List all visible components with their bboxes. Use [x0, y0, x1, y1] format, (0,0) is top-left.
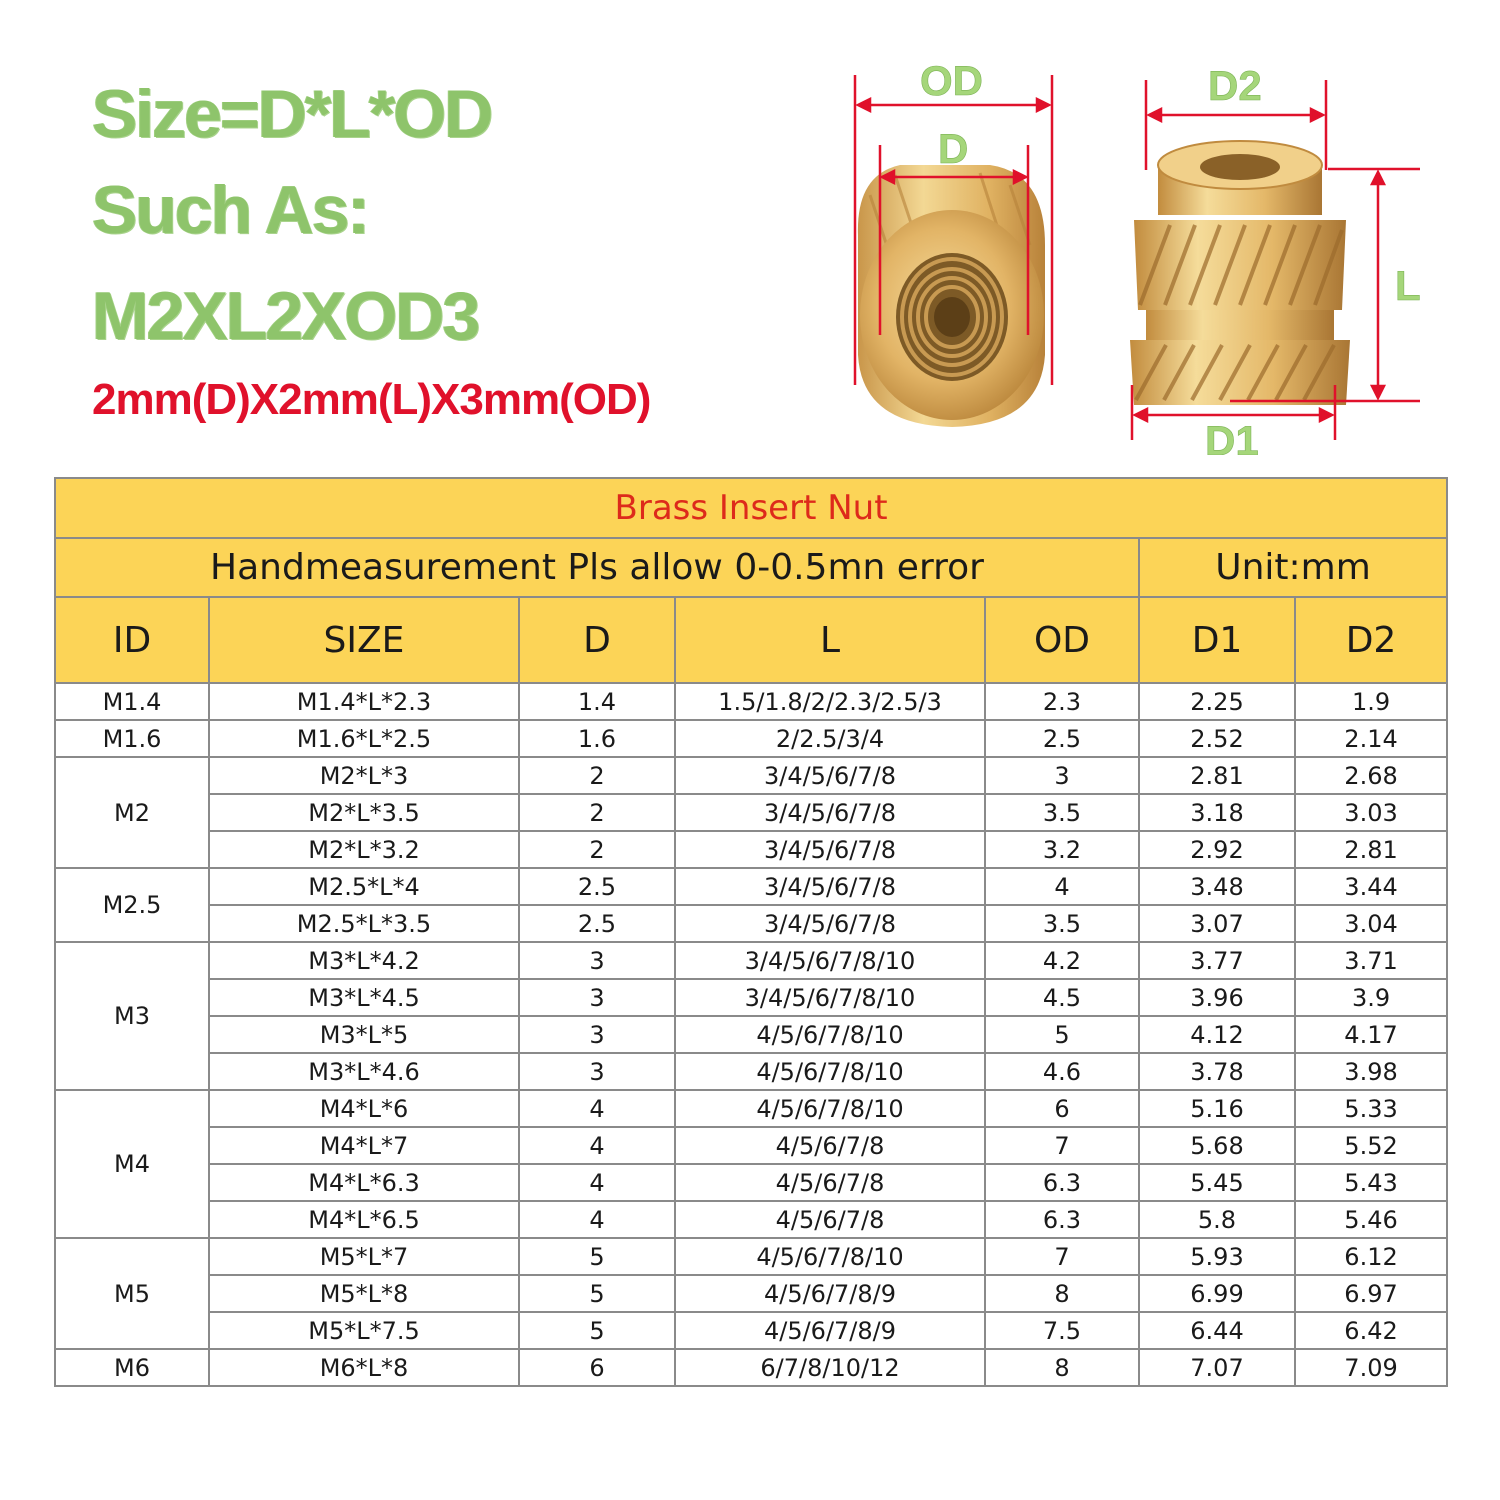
insert-front-view-image — [840, 55, 1070, 435]
header-d1: D1 — [1139, 597, 1295, 683]
table-row — [55, 1312, 1447, 1349]
d1-cell: 3.07 — [1139, 905, 1295, 942]
example-model-heading: M2XL2XOD3 — [92, 278, 479, 354]
d2-cell: 3.9 — [1295, 979, 1447, 1016]
l-cell: 3/4/5/6/7/8/10 — [675, 979, 985, 1016]
d2-cell: 5.46 — [1295, 1201, 1447, 1238]
middle-groove — [1146, 310, 1334, 340]
table-row — [55, 1016, 1447, 1053]
table-row — [55, 1275, 1447, 1312]
od-cell: 7 — [985, 1127, 1139, 1164]
d-cell: 1.6 — [519, 720, 675, 757]
id-cell: M3 — [55, 942, 209, 1090]
insert-side-view-image — [1120, 55, 1440, 455]
d1-cell: 4.12 — [1139, 1016, 1295, 1053]
d2-cell: 1.9 — [1295, 683, 1447, 720]
size-cell: M4*L*6.3 — [209, 1164, 519, 1201]
d-cell: 4 — [519, 1090, 675, 1127]
size-cell: M2*L*3 — [209, 757, 519, 794]
size-cell: M2.5*L*4 — [209, 868, 519, 905]
table-title: Brass Insert Nut — [55, 478, 1447, 538]
id-cell: M2.5 — [55, 868, 209, 942]
header-row — [55, 597, 1447, 683]
od-cell: 6.3 — [985, 1201, 1139, 1238]
d-cell: 4 — [519, 1201, 675, 1238]
l-cell: 4/5/6/7/8/9 — [675, 1312, 985, 1349]
d2-cell: 6.12 — [1295, 1238, 1447, 1275]
size-cell: M4*L*6.5 — [209, 1201, 519, 1238]
od-cell: 3 — [985, 757, 1139, 794]
table-row — [55, 831, 1447, 868]
d2-cell: 6.42 — [1295, 1312, 1447, 1349]
d1-cell: 5.8 — [1139, 1201, 1295, 1238]
od-cell: 6.3 — [985, 1164, 1139, 1201]
table-row — [55, 905, 1447, 942]
d1-cell: 3.77 — [1139, 942, 1295, 979]
size-cell: M1.6*L*2.5 — [209, 720, 519, 757]
measurement-note: Handmeasurement Pls allow 0-0.5mn error — [55, 538, 1139, 597]
d-cell: 3 — [519, 1016, 675, 1053]
od-cell: 4.2 — [985, 942, 1139, 979]
l-cell: 4/5/6/7/8/10 — [675, 1016, 985, 1053]
l-cell: 3/4/5/6/7/8 — [675, 905, 985, 942]
l-cell: 3/4/5/6/7/8 — [675, 868, 985, 905]
table-row — [55, 979, 1447, 1016]
d-cell: 4 — [519, 1127, 675, 1164]
od-cell: 7 — [985, 1238, 1139, 1275]
id-cell: M4 — [55, 1090, 209, 1238]
d-cell: 6 — [519, 1349, 675, 1386]
header-d: D — [519, 597, 675, 683]
d1-cell: 5.16 — [1139, 1090, 1295, 1127]
l-cell: 3/4/5/6/7/8 — [675, 831, 985, 868]
size-cell: M2*L*3.2 — [209, 831, 519, 868]
d2-cell: 2.68 — [1295, 757, 1447, 794]
header-id: ID — [55, 597, 209, 683]
d2-cell: 7.09 — [1295, 1349, 1447, 1386]
l-cell: 4/5/6/7/8/10 — [675, 1238, 985, 1275]
od-cell: 3.2 — [985, 831, 1139, 868]
d1-cell: 5.93 — [1139, 1238, 1295, 1275]
l-cell: 4/5/6/7/8/9 — [675, 1275, 985, 1312]
l-cell: 6/7/8/10/12 — [675, 1349, 985, 1386]
table-row — [55, 794, 1447, 831]
od-cell: 3.5 — [985, 905, 1139, 942]
d-cell: 3 — [519, 1053, 675, 1090]
size-cell: M2*L*3.5 — [209, 794, 519, 831]
d-cell: 2.5 — [519, 868, 675, 905]
d-cell: 5 — [519, 1238, 675, 1275]
table-row — [55, 1090, 1447, 1127]
header-od: OD — [985, 597, 1139, 683]
size-cell: M3*L*4.5 — [209, 979, 519, 1016]
od-cell: 2.5 — [985, 720, 1139, 757]
d-cell: 2 — [519, 794, 675, 831]
d1-cell: 2.81 — [1139, 757, 1295, 794]
id-cell: M2 — [55, 757, 209, 868]
d-cell: 3 — [519, 979, 675, 1016]
od-cell: 4.6 — [985, 1053, 1139, 1090]
od-cell: 8 — [985, 1275, 1139, 1312]
d-cell: 5 — [519, 1312, 675, 1349]
size-cell: M5*L*7 — [209, 1238, 519, 1275]
size-cell: M2.5*L*3.5 — [209, 905, 519, 942]
od-cell: 8 — [985, 1349, 1139, 1386]
example-detail-text: 2mm(D)X2mm(L)X3mm(OD) — [92, 375, 651, 424]
l-cell: 4/5/6/7/8 — [675, 1127, 985, 1164]
header-size: SIZE — [209, 597, 519, 683]
d-cell: 3 — [519, 942, 675, 979]
l-cell: 4/5/6/7/8/10 — [675, 1090, 985, 1127]
id-cell: M6 — [55, 1349, 209, 1386]
size-cell: M4*L*7 — [209, 1127, 519, 1164]
od-cell: 7.5 — [985, 1312, 1139, 1349]
size-cell: M3*L*4.2 — [209, 942, 519, 979]
header-l: L — [675, 597, 985, 683]
table-row — [55, 1201, 1447, 1238]
d2-cell: 2.14 — [1295, 720, 1447, 757]
size-formula-heading: Size=D*L*OD — [92, 76, 492, 152]
table-row — [55, 868, 1447, 905]
d-cell: 1.4 — [519, 683, 675, 720]
size-cell: M5*L*7.5 — [209, 1312, 519, 1349]
d2-label: D2 — [1208, 62, 1262, 109]
l-cell: 4/5/6/7/8 — [675, 1201, 985, 1238]
l-label: L — [1395, 262, 1421, 309]
size-cell: M6*L*8 — [209, 1349, 519, 1386]
d2-cell: 3.98 — [1295, 1053, 1447, 1090]
size-cell: M3*L*4.6 — [209, 1053, 519, 1090]
table-row — [55, 942, 1447, 979]
id-cell: M1.4 — [55, 683, 209, 720]
d2-cell: 3.44 — [1295, 868, 1447, 905]
table-row — [55, 720, 1447, 757]
d-label: D — [938, 125, 969, 172]
d2-cell: 3.04 — [1295, 905, 1447, 942]
spec-table — [54, 477, 1448, 1387]
d2-cell: 3.71 — [1295, 942, 1447, 979]
d1-cell: 3.48 — [1139, 868, 1295, 905]
d2-cell: 4.17 — [1295, 1016, 1447, 1053]
d1-label: D1 — [1205, 417, 1259, 455]
d2-cell: 5.43 — [1295, 1164, 1447, 1201]
d1-cell: 3.78 — [1139, 1053, 1295, 1090]
d1-cell: 2.52 — [1139, 720, 1295, 757]
d2-cell: 5.33 — [1295, 1090, 1447, 1127]
size-cell: M1.4*L*2.3 — [209, 683, 519, 720]
header-d2: D2 — [1295, 597, 1447, 683]
od-cell: 6 — [985, 1090, 1139, 1127]
size-cell: M4*L*6 — [209, 1090, 519, 1127]
d2-cell: 5.52 — [1295, 1127, 1447, 1164]
l-cell: 3/4/5/6/7/8 — [675, 794, 985, 831]
d1-cell: 2.92 — [1139, 831, 1295, 868]
such-as-heading: Such As: — [92, 172, 369, 248]
d2-cell: 2.81 — [1295, 831, 1447, 868]
od-label: OD — [920, 57, 983, 104]
d-cell: 4 — [519, 1164, 675, 1201]
table-row — [55, 757, 1447, 794]
d2-cell: 6.97 — [1295, 1275, 1447, 1312]
d1-cell: 5.45 — [1139, 1164, 1295, 1201]
l-cell: 4/5/6/7/8 — [675, 1164, 985, 1201]
d1-cell: 6.44 — [1139, 1312, 1295, 1349]
table-row — [55, 1053, 1447, 1090]
d1-cell: 6.99 — [1139, 1275, 1295, 1312]
d1-cell: 7.07 — [1139, 1349, 1295, 1386]
d-cell: 5 — [519, 1275, 675, 1312]
table-row — [55, 1238, 1447, 1275]
d-cell: 2 — [519, 831, 675, 868]
table-row — [55, 1349, 1447, 1386]
table-row — [55, 1127, 1447, 1164]
l-cell: 2/2.5/3/4 — [675, 720, 985, 757]
id-cell: M1.6 — [55, 720, 209, 757]
id-cell: M5 — [55, 1238, 209, 1349]
unit-label: Unit:mm — [1139, 538, 1447, 597]
l-cell: 3/4/5/6/7/8 — [675, 757, 985, 794]
l-cell: 4/5/6/7/8/10 — [675, 1053, 985, 1090]
size-cell: M5*L*8 — [209, 1275, 519, 1312]
od-cell: 4 — [985, 868, 1139, 905]
od-cell: 5 — [985, 1016, 1139, 1053]
d-cell: 2 — [519, 757, 675, 794]
d1-cell: 3.18 — [1139, 794, 1295, 831]
d2-cell: 3.03 — [1295, 794, 1447, 831]
size-cell: M3*L*5 — [209, 1016, 519, 1053]
l-cell: 3/4/5/6/7/8/10 — [675, 942, 985, 979]
table-row — [55, 1164, 1447, 1201]
od-cell: 2.3 — [985, 683, 1139, 720]
d1-cell: 2.25 — [1139, 683, 1295, 720]
od-cell: 3.5 — [985, 794, 1139, 831]
d1-cell: 5.68 — [1139, 1127, 1295, 1164]
l-cell: 1.5/1.8/2/2.3/2.5/3 — [675, 683, 985, 720]
d-cell: 2.5 — [519, 905, 675, 942]
od-cell: 4.5 — [985, 979, 1139, 1016]
table-row — [55, 683, 1447, 720]
d1-cell: 3.96 — [1139, 979, 1295, 1016]
